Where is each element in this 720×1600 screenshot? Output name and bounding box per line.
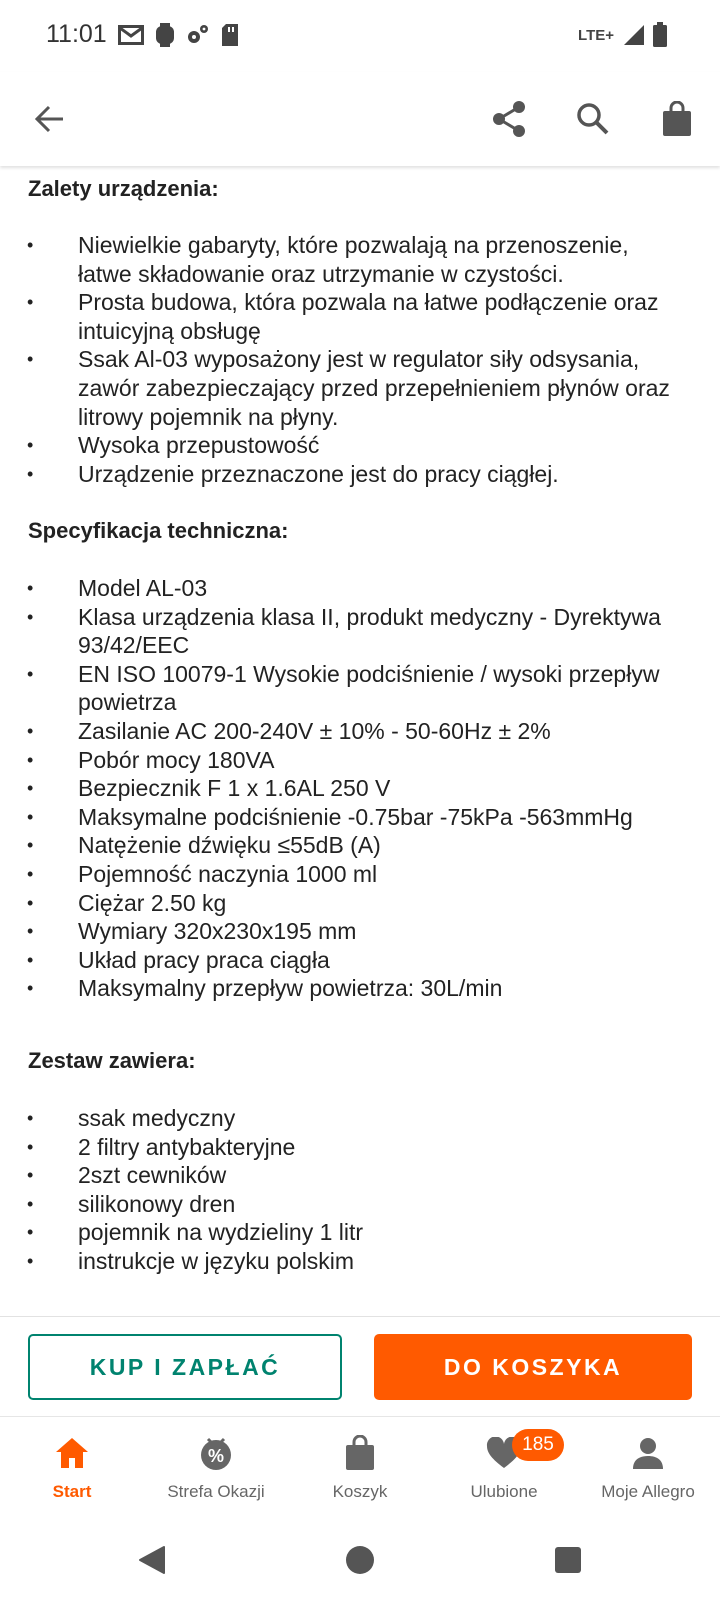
list-item: • Urządzenie przeznaczone jest do pracy ciągłej. (0, 460, 720, 489)
list-item: • Bezpiecznik F 1 x 1.6AL 250 V (0, 774, 720, 803)
percent-tag-icon (196, 1433, 236, 1473)
nav-item-start[interactable] (0, 1417, 144, 1521)
app-toolbar (0, 72, 720, 166)
list-item: • Ssak Al-03 wyposażony jest w regulator siły odsysania, zawór zabezpieczający przed przepełnieniem płynów oraz litrowy pojemnik na płyny. (0, 345, 720, 431)
mail-icon (118, 24, 144, 46)
specs-list (0, 574, 720, 1003)
list-item: • EN ISO 10079-1 Wysokie podciśnienie / wysoki przepływ powietrza (0, 660, 720, 717)
nav-label: Ulubione (470, 1482, 538, 1501)
settings-icon (186, 23, 210, 47)
home-circle-icon (344, 1544, 376, 1576)
list-item: • Pobór mocy 180VA (0, 746, 720, 775)
list-item: • pojemnik na wydzieliny 1 litr (0, 1218, 720, 1247)
list-item: • Prosta budowa, która pozwala na łatwe podłączenie oraz intuicyjną obsługę (0, 288, 720, 345)
section-title-contents: Zestaw zawiera: (28, 1048, 196, 1073)
list-item: • Model AL-03 (0, 574, 720, 603)
list-item: • Wysoka przepustowość (0, 431, 720, 460)
share-icon (491, 100, 527, 138)
list-item: • Maksymalny przepływ powietrza: 30L/min (0, 974, 720, 1003)
favorites-count-badge: 185 (512, 1429, 564, 1461)
list-item: • Pojemność naczynia 1000 ml (0, 860, 720, 889)
shopping-bag-icon (661, 101, 693, 137)
status-time: 11:01 (46, 20, 107, 48)
list-item: • Natężenie dźwięku ≤55dB (A) (0, 831, 720, 860)
kit-contents-list (0, 1104, 720, 1276)
notification-icon (154, 22, 176, 48)
list-item: • 2 filtry antybakteryjne (0, 1133, 720, 1162)
list-item: • Niewielkie gabaryty, które pozwalają na przenoszenie, łatwe składowanie oraz utrzymanie w czystości. (0, 231, 720, 288)
advantages-list (0, 231, 720, 488)
buy-now-button[interactable]: KUP I ZAPŁAĆ (28, 1334, 342, 1400)
bottom-navigation (0, 1416, 720, 1521)
section-title-advantages: Zalety urządzenia: (28, 176, 219, 201)
search-icon (576, 102, 610, 136)
system-home-button[interactable] (338, 1538, 382, 1582)
nav-label: Moje Allegro (601, 1482, 695, 1501)
list-item: • 2szt cewników (0, 1161, 720, 1190)
nav-item-strefa-okazji[interactable] (144, 1417, 288, 1521)
status-notifications (118, 22, 240, 48)
nav-label: Koszyk (332, 1482, 388, 1501)
search-button[interactable] (568, 94, 618, 144)
back-button[interactable] (24, 94, 74, 144)
cart-bag-icon (340, 1433, 380, 1473)
battery-icon (652, 22, 668, 48)
nav-item-moje-allegro[interactable] (576, 1417, 720, 1521)
nav-item-koszyk[interactable] (288, 1417, 432, 1521)
user-icon (628, 1433, 668, 1473)
share-button[interactable] (484, 94, 534, 144)
svg-text:%: % (207, 1446, 225, 1466)
status-system (578, 22, 668, 48)
list-item: • silikonowy dren (0, 1190, 720, 1219)
list-item: • Zasilanie AC 200-240V ± 10% - 50-60Hz ± 2% (0, 717, 720, 746)
product-description (0, 166, 720, 1316)
status-bar (0, 0, 720, 72)
list-item: • Ciężar 2.50 kg (0, 889, 720, 918)
sd-card-icon (220, 23, 240, 47)
home-icon (52, 1433, 92, 1473)
list-item: • Wymiary 320x230x195 mm (0, 917, 720, 946)
system-back-button[interactable] (130, 1538, 174, 1582)
add-to-cart-button[interactable]: DO KOSZYKA (374, 1334, 692, 1400)
network-type: LTE+ (578, 26, 614, 44)
back-arrow-icon (33, 104, 65, 134)
nav-label: Start (52, 1482, 92, 1501)
list-item: • instrukcje w języku polskim (0, 1247, 720, 1276)
list-item: • Układ pracy praca ciągła (0, 946, 720, 975)
cart-toolbar-button[interactable] (652, 94, 702, 144)
recents-square-icon (553, 1545, 583, 1575)
purchase-action-bar (0, 1316, 720, 1417)
back-triangle-icon (136, 1544, 168, 1576)
signal-icon (622, 23, 646, 47)
system-recents-button[interactable] (546, 1538, 590, 1582)
list-item: • Maksymalne podciśnienie -0.75bar -75kPa -563mmHg (0, 803, 720, 832)
nav-label: Strefa Okazji (167, 1482, 265, 1501)
list-item: • ssak medyczny (0, 1104, 720, 1133)
section-title-specs: Specyfikacja techniczna: (28, 518, 289, 543)
list-item: • Klasa urządzenia klasa II, produkt medyczny - Dyrektywa 93/42/EEC (0, 603, 720, 660)
system-navigation (0, 1520, 720, 1600)
nav-item-ulubione[interactable] (432, 1417, 576, 1521)
